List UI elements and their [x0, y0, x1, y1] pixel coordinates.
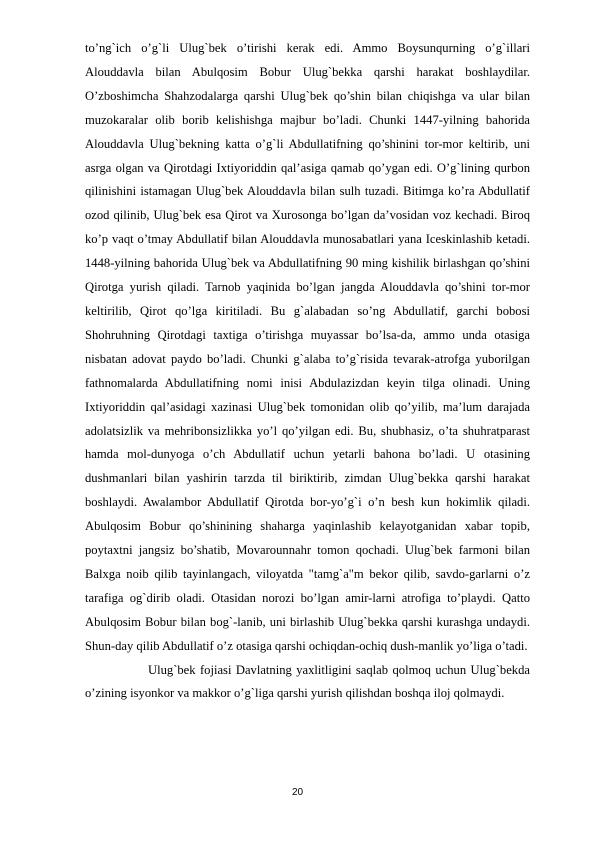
- paragraph-1: to’ng`ich o’g`li Ulug`bek o’tirishi kerak edi. Ammo Boysunqurning o’g`illari Alouddavla bilan Abulqosim Bobur Ulug`bekka qarshi harakat boshlaydilar. O’zboshimcha Shahzodalarga qarshi Ulug`bek qo’shin bilan chiqishga va ular bilan muzokaralar olib borib kelishishga majbur bo’ladi. Chunki 1447-yilning bahorida Alouddavla Ulug`bekning katta o’g`li Abdullatifning qo’shinini tor-mor keltirib, uni asrga olgan va Qirotdagi Ixtiyoriddin qal’asiga qamab qo’ygan edi. O’g`lining qurbon qilinishini istamagan Ulug`bek Alouddavla bilan sulh tuzadi. Bitimga ko’ra Abdullatif ozod qilinib, Ulug`bek esa Qirot va Xurosonga bo’lgan da’vosidan voz kechadi. Biroq ko’p vaqt o’tmay Abdullatif bilan Alouddavla munosabatlari yana Iceskinlashib ketadi. 1448-yilning bahorida Ulug`bek va Abdullatifning 90 ming kishilik birlashgan qo’shini Qirotga yurish qiladi. Tarnob yaqinida bo’lgan jangda Alouddavla qo’shini tor-mor keltirilib, Qirot qo’lga kiritiladi. Bu g`alabadan so’ng Abdullatif, garchi bobosi Shohruhning Qirotdagi taxtiga o’tirishga muyassar bo’lsa-da, ammo unda otasiga nisbatan adovat paydo bo’ladi. Chunki g`alaba to’g`risida tevarak-atrofga yuborilgan fathnomalarda Abdullatifning nomi inisi Abdulazizdan keyin tilga olinadi. Uning Ixtiyoriddin qal’asidagi xazinasi Ulug`bek tomonidan olib qo’yilib, ma’lum darajada adolatsizlik va mehribonsizlikka yo’l qo’yilgan edi. Bu, shubhasiz, o’ta shuhratparast hamda mol-dunyoga o’ch Abdullatif uchun yetarli bahona bo’ladi. U otasining dushmanlari bilan yashirin tarzda til biriktirib, zimdan Ulug`bekka qarshi harakat boshlaydi. Awalambor Abdullatif Qirotda bor-yo’g`i o’n besh kun hokimlik qiladi. Abulqosim Bobur qo’shinining shaharga yaqinlashib kelayotganidan xabar topib, poytaxtni jangsiz bo’shatib, Movarounnahr tomon qochadi. Ulug`bek farmoni bilan Balxga noib qilib tayinlangach, viloyatda "tamg`a"m bekor qilib, savdo-garlarni o’z tarafiga og`dirib oladi. Otasidan norozi bo’lgan amir-larni atrofiga to’playdi. Qatto Abulqosim Bobur bilan bog`-lanib, uni birlashib Ulug`bekka qarshi kurashga undaydi. Shun-day qilib Abdullatif o’z otasiga qarshi ochiqdan-ochiq dush-manlik yo’liga o’tadi.: [85, 41, 530, 653]
- paragraph-2: Ulug`bek fojiasi Davlatning yaxlitligini saqlab qolmoq uchun Ulug`bekda o’zining isyonkor va makkor o’g`liga qarshi yurish qilishdan boshqa iloj qolmaydi.: [85, 662, 530, 701]
- body-text: [85, 37, 530, 706]
- page-number: 20: [291, 787, 304, 798]
